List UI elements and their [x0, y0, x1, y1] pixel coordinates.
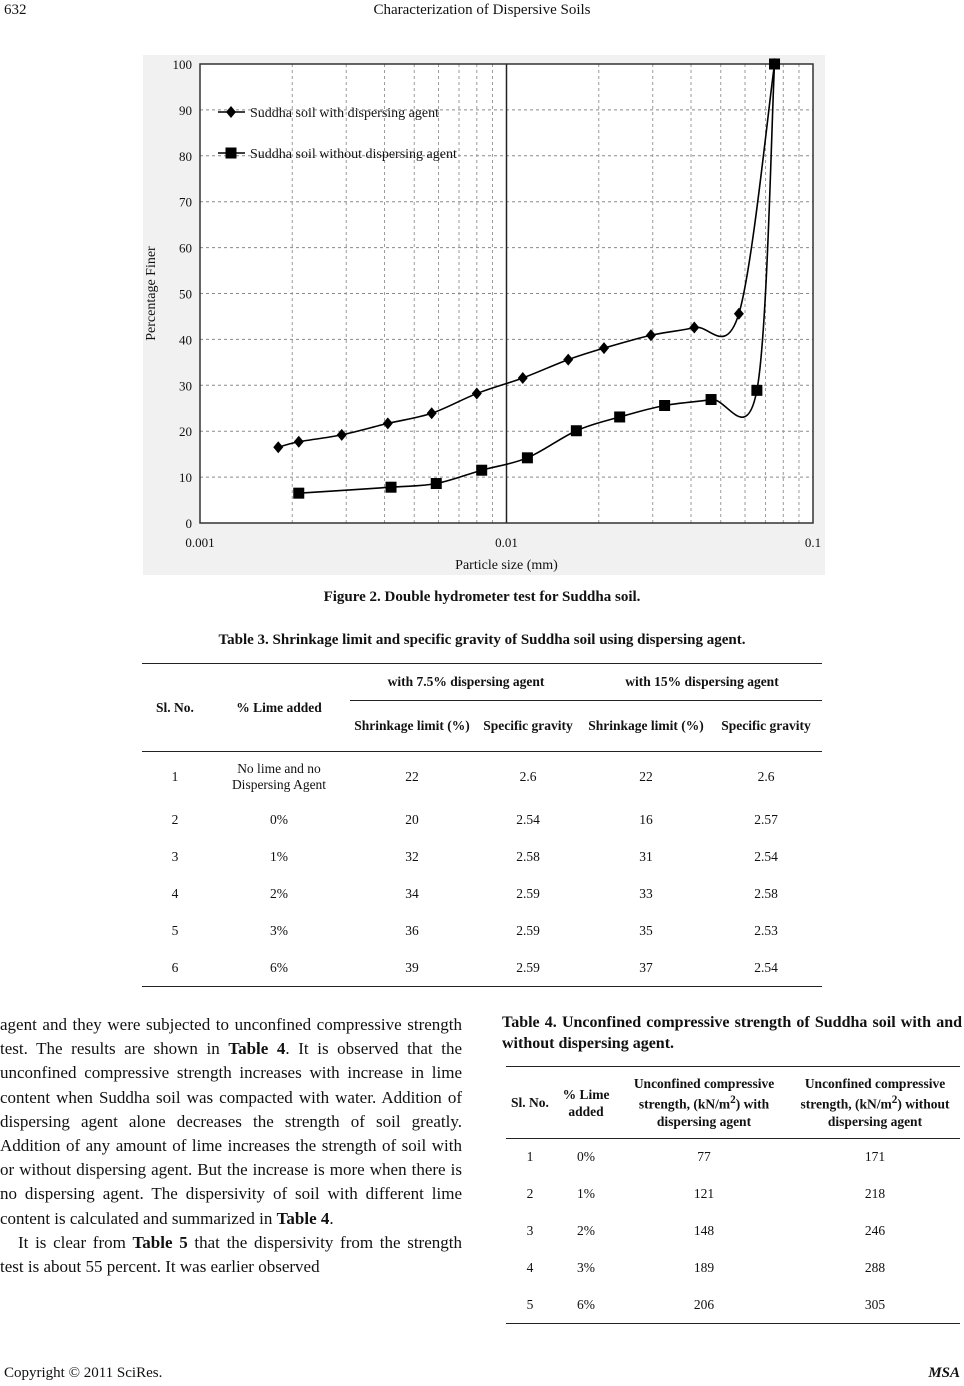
- table-cell: 22: [405, 768, 419, 784]
- series-2-point: [431, 478, 442, 489]
- table-cell: 246: [864, 1223, 886, 1238]
- legend-marker: [226, 148, 237, 159]
- table-row: [506, 1176, 960, 1213]
- table3-header-lime: % Lime added: [208, 664, 350, 752]
- y-tick-label: 40: [179, 332, 192, 348]
- table-cell: 2.58: [516, 849, 540, 864]
- table-row: [142, 876, 822, 913]
- y-tick-label: 100: [172, 57, 192, 72]
- table-cell: 16: [639, 812, 653, 827]
- series-2-point: [769, 59, 780, 70]
- table-row: [142, 950, 822, 987]
- page-number: 632: [4, 2, 27, 18]
- series-2-point: [386, 482, 397, 493]
- table4-header-sl: Sl. No.: [506, 1067, 554, 1139]
- superscript: 2: [730, 1094, 736, 1107]
- table-row: [506, 1213, 960, 1250]
- table-cell: 148: [693, 1223, 715, 1238]
- table-cell: 22: [639, 768, 653, 784]
- table-cell: 189: [693, 1260, 715, 1275]
- figure-caption: Figure 2. Double hydrometer test for Suddha soil.: [323, 589, 641, 605]
- table-cell: 1%: [270, 849, 288, 864]
- table-cell: 288: [864, 1260, 886, 1275]
- superscript: 2: [891, 1094, 898, 1107]
- table-cell: 0%: [270, 812, 288, 827]
- x-tick-label: 0.1: [804, 535, 822, 550]
- table-cell: 2.59: [516, 923, 540, 938]
- table-cell: 33: [639, 886, 653, 901]
- paragraph-1: [0, 1013, 462, 1231]
- table4-caption: Table 4. Unconfined compressive strength of Suddha soil with and without dispersing agent.: [502, 1014, 962, 1052]
- table-cell: 2.54: [754, 959, 778, 975]
- table-cell: 34: [405, 886, 419, 901]
- table-cell: 2.6: [519, 768, 537, 784]
- table3-header-sl: Sl. No.: [142, 664, 208, 752]
- series-2-point: [706, 394, 717, 405]
- table-cell: 3: [171, 849, 179, 864]
- table-cell: 77: [697, 1149, 711, 1165]
- paragraph-2: [0, 1231, 462, 1279]
- table-cell: 2.54: [516, 812, 540, 827]
- table3-sub-shrink-2: Shrinkage limit (%): [582, 701, 710, 752]
- table-row: [506, 1287, 960, 1324]
- table-cell: 1%: [577, 1186, 595, 1201]
- table-cell: No lime and no Dispersing Agent: [231, 760, 327, 792]
- table-cell: 305: [864, 1296, 886, 1312]
- table-cell: 2: [171, 812, 179, 827]
- table-cell: 2.6: [757, 768, 775, 784]
- table-cell: 4: [171, 886, 179, 901]
- table-cell: 2%: [577, 1223, 595, 1238]
- table3-sub-sg-2: Specific gravity: [710, 701, 822, 752]
- text-span: . It is observed that the unconfined compressive strength increases with increase in lime content when Suddha soil was compacted with water. Addition of dispersing agent alone decreases the strength of soil greatly. Addition of any amount of lime increases the strength of soil with or without dispersing agent. But the increase is more when there is no dispersing agent. The dispersivity of soil with different lime content is calculated and summarized in: [0, 1039, 462, 1228]
- x-axis-label: Particle size (mm): [455, 558, 558, 573]
- table-cell: 2.54: [754, 849, 778, 864]
- table-row: [506, 1139, 960, 1176]
- table-cell: 206: [693, 1296, 715, 1312]
- table-reference: Table 4: [228, 1039, 286, 1059]
- running-title: Characterization of Dispersive Soils: [373, 2, 591, 18]
- header-text: ) without dispersing agent: [827, 1096, 950, 1129]
- series-2-point: [522, 452, 533, 463]
- y-tick-label: 10: [179, 470, 192, 486]
- table3-caption: Table 3. Shrinkage limit and specific gravity of Suddha soil using dispersing agent.: [218, 632, 746, 648]
- table-cell: 2.53: [754, 923, 778, 938]
- y-tick-label: 30: [179, 378, 192, 394]
- table-row: [506, 1250, 960, 1287]
- table-cell: 6: [171, 959, 179, 975]
- table3-sub-sg-1: Specific gravity: [474, 701, 582, 752]
- y-axis-label: Percentage Finer: [144, 246, 159, 341]
- table-reference: Table 4: [276, 1208, 330, 1228]
- table-row: [142, 913, 822, 950]
- table-cell: 2.59: [516, 959, 540, 975]
- body-text: [0, 1013, 462, 1279]
- table-cell: 37: [639, 959, 653, 975]
- table-cell: 31: [639, 849, 653, 864]
- series-2-point: [751, 385, 762, 396]
- table-cell: 39: [405, 959, 419, 975]
- table-cell: 6%: [577, 1296, 595, 1312]
- table-cell: 2.59: [516, 886, 540, 901]
- table-cell: 171: [864, 1149, 886, 1165]
- text-span: that the dispersivity from the strength test is about 55 percent. It was earlier observed: [0, 1232, 462, 1277]
- table-cell: 35: [639, 923, 653, 938]
- table-cell: 218: [864, 1186, 886, 1201]
- table-cell: 4: [526, 1260, 534, 1275]
- table-reference: Table 5: [132, 1232, 188, 1252]
- table4-header-lime: % Lime added: [554, 1067, 618, 1139]
- y-tick-label: 70: [179, 194, 192, 210]
- table-cell: 3: [526, 1223, 534, 1238]
- table-cell: 5: [171, 923, 179, 938]
- series-2-point: [476, 465, 487, 476]
- x-tick-label: 0.001: [185, 535, 215, 550]
- legend-label: Suddha soil with dispersing agent: [250, 106, 439, 121]
- series-2-point: [614, 411, 625, 422]
- series-2-point: [293, 488, 304, 499]
- table-cell: 32: [405, 849, 419, 864]
- table-row: [142, 839, 822, 876]
- table-cell: 121: [693, 1186, 715, 1201]
- table-cell: 6%: [270, 959, 288, 975]
- table-cell: 20: [405, 812, 419, 827]
- table-cell: 2.57: [754, 812, 778, 827]
- table-cell: 3%: [270, 923, 288, 938]
- y-tick-label: 60: [179, 240, 192, 256]
- copyright-footer: Copyright © 2011 SciRes.: [4, 1365, 163, 1381]
- table-cell: 1: [526, 1149, 534, 1165]
- table-cell: 2.58: [754, 886, 778, 901]
- header-text: Unconfined compressive strength, (kN/m: [800, 1076, 946, 1112]
- text-span: agent and they were subjected to unconfined compressive strength test. The results are shown in: [0, 1015, 462, 1059]
- table-cell: 2%: [270, 886, 288, 901]
- series-2-point: [659, 400, 670, 411]
- y-tick-label: 20: [179, 424, 192, 440]
- table3-sub-shrink-1: Shrinkage limit (%): [350, 701, 474, 752]
- y-tick-label: 90: [179, 102, 192, 118]
- series-2-point: [571, 425, 582, 436]
- table-row: [142, 802, 822, 839]
- table3-group2: with 15% dispersing agent: [582, 664, 822, 701]
- table-row: [142, 752, 822, 802]
- y-tick-label: 80: [179, 148, 192, 164]
- table4-header-without: [790, 1067, 960, 1139]
- table3-group1: with 7.5% dispersing agent: [350, 664, 582, 701]
- x-tick-label: 0.01: [495, 535, 518, 550]
- table3: [142, 663, 822, 987]
- text-span: It is clear from: [18, 1232, 133, 1252]
- table-cell: 2: [526, 1186, 534, 1201]
- table-cell: 1: [171, 768, 179, 784]
- legend-label: Suddha soil without dispersing agent: [250, 147, 457, 162]
- header-text: ) with dispersing agent: [656, 1096, 770, 1129]
- header-text: Unconfined compressive strength, (kN/m: [633, 1076, 775, 1112]
- text-span: .: [329, 1208, 334, 1228]
- table-cell: 36: [405, 923, 419, 938]
- table-cell: 3%: [577, 1260, 595, 1275]
- table-cell: 0%: [577, 1149, 595, 1165]
- journal-name: MSA: [928, 1365, 960, 1381]
- y-tick-label: 0: [185, 516, 192, 531]
- y-tick-label: 50: [179, 286, 192, 302]
- table4-header-with: [618, 1067, 790, 1139]
- table4: [506, 1066, 960, 1324]
- hydrometer-chart: [143, 55, 825, 575]
- table-cell: 5: [526, 1296, 534, 1312]
